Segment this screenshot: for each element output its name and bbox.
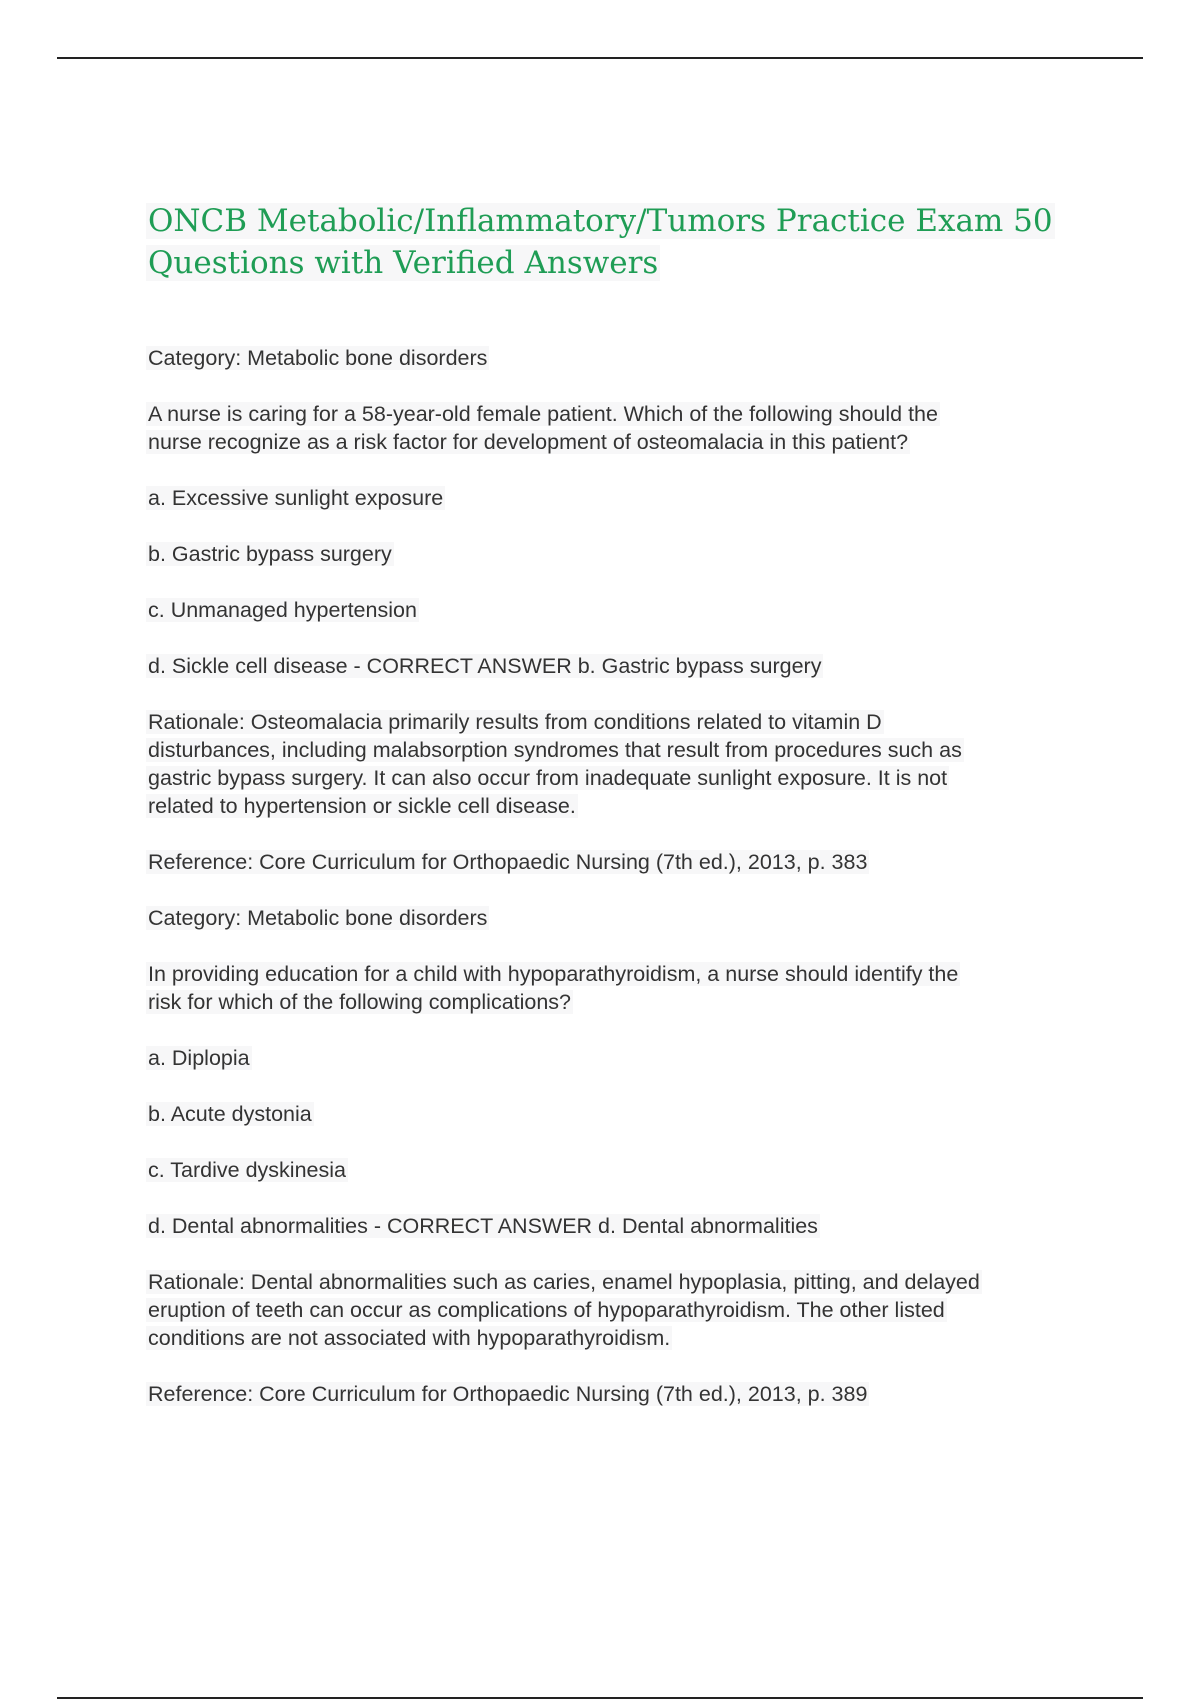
question-2-category: Category: Metabolic bone disorders <box>148 906 488 930</box>
document-body <box>146 200 1086 1408</box>
question-list <box>146 344 1086 1408</box>
question-2-reference: Reference: Core Curriculum for Orthopaedic Nursing (7th ed.), 2013, p. 389 <box>148 1382 868 1406</box>
question-1-text: A nurse is caring for a 58-year-old female patient. Which of the following should the nurse recognize as a risk factor for development of osteomalacia in this patient? <box>148 402 938 454</box>
question-1-option-b: b. Gastric bypass surgery <box>148 542 392 566</box>
title-line-2: Questions with Verified Answers <box>148 245 659 281</box>
question-1-option-c: c. Unmanaged hypertension <box>148 598 417 622</box>
page-top-rule <box>57 57 1143 59</box>
question-2-text: In providing education for a child with hypoparathyroidism, a nurse should identify the risk for which of the following complications? <box>148 962 959 1014</box>
question-2-rationale: Rationale: Dental abnormalities such as caries, enamel hypoplasia, pitting, and delayed eruption of teeth can occur as complications of hypoparathyroidism. The other listed conditions are not associated with hypoparathyroidism. <box>148 1270 980 1350</box>
question-1-option-a: a. Excessive sunlight exposure <box>148 486 444 510</box>
question-1-option-d-answer: d. Sickle cell disease - CORRECT ANSWER b. Gastric bypass surgery <box>148 654 822 678</box>
question-1-category: Category: Metabolic bone disorders <box>148 346 488 370</box>
document-title <box>146 200 1086 284</box>
question-1-reference: Reference: Core Curriculum for Orthopaedic Nursing (7th ed.), 2013, p. 383 <box>148 850 868 874</box>
question-2-option-c: c. Tardive dyskinesia <box>148 1158 346 1182</box>
page-bottom-rule <box>57 1697 1143 1699</box>
question-2-option-b: b. Acute dystonia <box>148 1102 312 1126</box>
question-2-option-a: a. Diplopia <box>148 1046 250 1070</box>
title-line-1: ONCB Metabolic/Inflammatory/Tumors Practice Exam 50 <box>148 203 1053 239</box>
question-2-option-d-answer: d. Dental abnormalities - CORRECT ANSWER d. Dental abnormalities <box>148 1214 818 1238</box>
question-1-rationale: Rationale: Osteomalacia primarily results from conditions related to vitamin D disturbances, including malabsorption syndromes that result from procedures such as gastric bypass surgery. It can also occur from inadequate sunlight exposure. It is not related to hypertension or sickle cell disease. <box>148 710 962 818</box>
